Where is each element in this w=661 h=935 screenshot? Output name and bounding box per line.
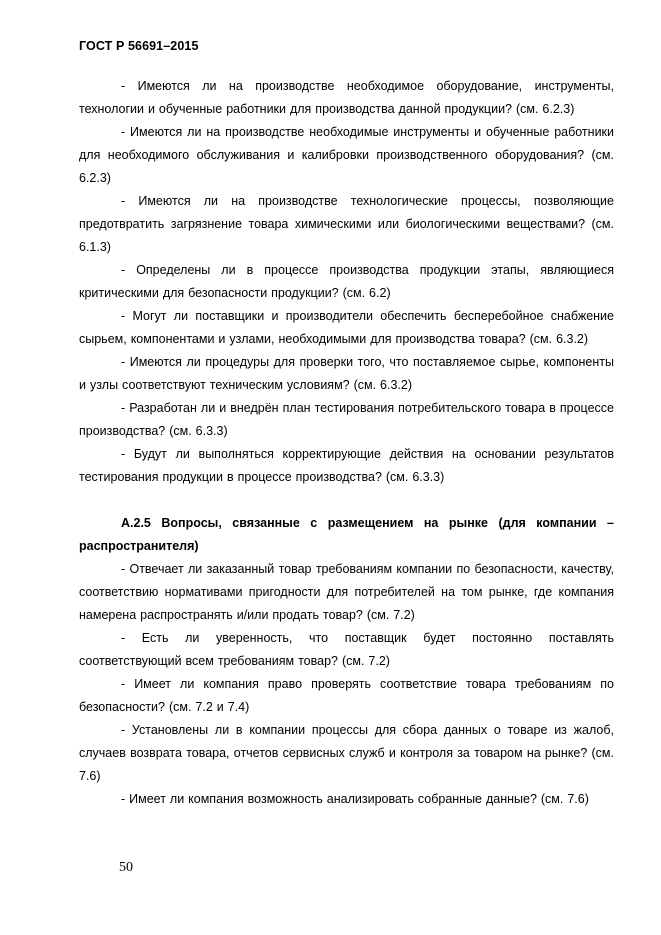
page-number: 50 bbox=[119, 860, 133, 875]
question-paragraph: - Имеются ли на производстве необходимое оборудование, инструменты, технологии и обученные работники для производства данной продукции? (см. 6.2.3) bbox=[79, 79, 614, 116]
question-paragraph: - Установлены ли в компании процессы для сбора данных о товаре из жалоб, случаев возврата товара, отчетов сервисных служб и контроля за товаром на рынке? (см. 7.6) bbox=[79, 723, 614, 783]
section-heading: А.2.5 Вопросы, связанные с размещением на рынке (для компании – распространителя) bbox=[79, 516, 614, 553]
question-paragraph: - Имеются ли процедуры для проверки того, что поставляемое сырье, компоненты и узлы соответствуют техническим условиям? (см. 6.3.2) bbox=[79, 355, 614, 392]
page-content bbox=[79, 75, 614, 811]
question-paragraph: - Есть ли уверенность, что поставщик будет постоянно поставлять соответствующий всем требованиям товар? (см. 7.2) bbox=[79, 631, 614, 668]
question-paragraph: - Будут ли выполняться корректирующие действия на основании результатов тестирования продукции в процессе производства? (см. 6.3.3) bbox=[79, 447, 614, 484]
question-paragraph: - Определены ли в процессе производства продукции этапы, являющиеся критическими для безопасности продукции? (см. 6.2) bbox=[79, 263, 614, 300]
question-paragraph: - Имеются ли на производстве технологические процессы, позволяющие предотвратить загрязнение товара химическими или биологическими веществами? (см. 6.1.3) bbox=[79, 194, 614, 254]
question-paragraph: - Имеет ли компания право проверять соответствие товара требованиям по безопасности? (см. 7.2 и 7.4) bbox=[79, 677, 614, 714]
question-paragraph: - Имеются ли на производстве необходимые инструменты и обученные работники для необходимого обслуживания и калибровки производственного оборудования? (см. 6.2.3) bbox=[79, 125, 614, 185]
question-paragraph: - Имеет ли компания возможность анализировать собранные данные? (см. 7.6) bbox=[121, 792, 589, 806]
question-paragraph: - Разработан ли и внедрён план тестирования потребительского товара в процессе производства? (см. 6.3.3) bbox=[79, 401, 614, 438]
question-paragraph: - Могут ли поставщики и производители обеспечить бесперебойное снабжение сырьем, компонентами и узлами, необходимыми для производства товара? (см. 6.3.2) bbox=[79, 309, 614, 346]
document-code-header: ГОСТ Р 56691–2015 bbox=[79, 39, 199, 53]
question-paragraph: - Отвечает ли заказанный товар требованиям компании по безопасности, качеству, соответствию нормативами пригодности для потребителей на том рынке, где компания намерена распространять и/или продать товар? (см. 7.2) bbox=[79, 562, 614, 622]
